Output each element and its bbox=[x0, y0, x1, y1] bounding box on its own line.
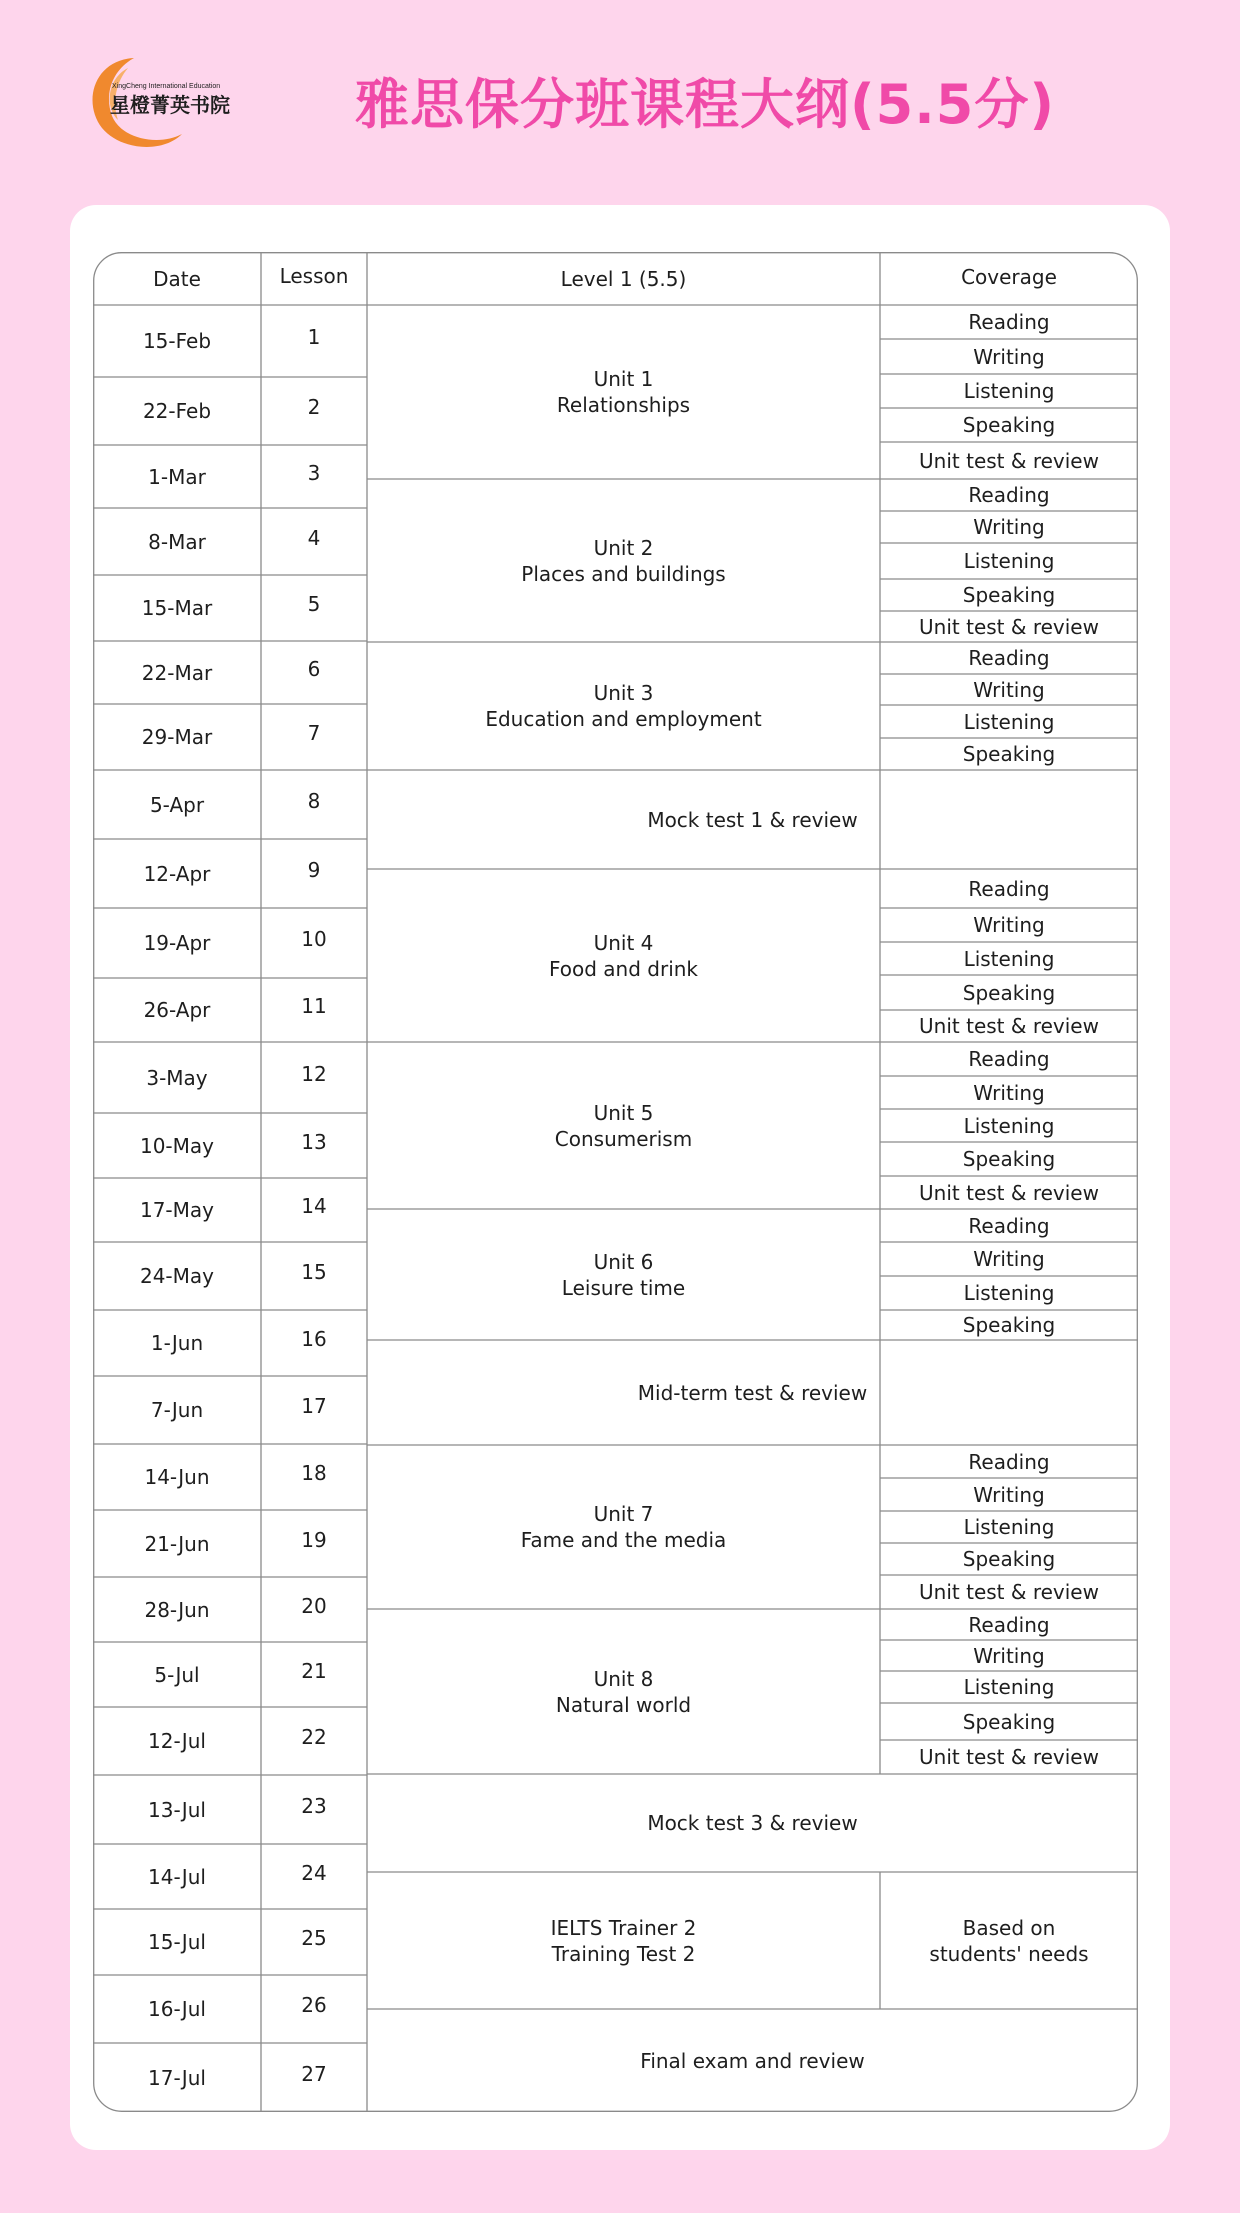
coverage-cell bbox=[880, 479, 1138, 511]
date-text: 19-Apr bbox=[143, 931, 211, 955]
lesson-number: 17 bbox=[301, 1394, 327, 1418]
coverage-skill: Reading bbox=[968, 483, 1050, 507]
date-cell bbox=[93, 305, 261, 377]
coverage-skill: Reading bbox=[968, 1449, 1050, 1474]
coverage-skill: Listening bbox=[963, 709, 1055, 734]
coverage-skill: Speaking bbox=[962, 1147, 1056, 1171]
coverage-skill: Listening bbox=[963, 1675, 1055, 1699]
coverage-skill: Speaking bbox=[962, 1313, 1056, 1337]
coverage-skill: Reading bbox=[968, 646, 1050, 670]
date-cell bbox=[93, 1310, 261, 1376]
coverage-cell bbox=[880, 543, 1138, 579]
lesson-number: 19 bbox=[301, 1527, 327, 1552]
coverage-skill: Writing bbox=[973, 1482, 1045, 1507]
full-row-block bbox=[367, 770, 1138, 869]
block-text: Mock test 3 & review bbox=[647, 1811, 858, 1835]
coverage-cell bbox=[880, 579, 1138, 611]
coverage-cell bbox=[880, 908, 1138, 942]
lesson-number: 22 bbox=[301, 1725, 327, 1749]
coverage-skill: Reading bbox=[968, 1213, 1050, 1238]
coverage-note-line1: Based on bbox=[962, 1915, 1056, 1940]
date-cell bbox=[93, 770, 261, 839]
lesson-cell bbox=[261, 441, 367, 504]
coverage-skill: Speaking bbox=[962, 742, 1056, 766]
lesson-cell bbox=[261, 835, 367, 904]
lesson-number: 27 bbox=[301, 2061, 327, 2086]
header-level bbox=[367, 252, 880, 305]
coverage-cell bbox=[880, 1640, 1138, 1671]
coverage-skill: Writing bbox=[973, 1643, 1045, 1668]
coverage-cell bbox=[880, 1478, 1138, 1511]
coverage-skill: Unit test & review bbox=[919, 1580, 1099, 1604]
date-text: 24-May bbox=[139, 1264, 214, 1288]
header-lesson-label: Lesson bbox=[279, 263, 349, 288]
coverage-cell bbox=[880, 1209, 1138, 1242]
date-cell bbox=[93, 978, 261, 1042]
coverage-skill: Speaking bbox=[962, 1709, 1056, 1734]
coverage-cell bbox=[880, 1276, 1138, 1310]
coverage-cell bbox=[880, 1609, 1138, 1640]
date-cell bbox=[93, 1113, 261, 1178]
lesson-cell bbox=[261, 1109, 367, 1174]
coverage-cell bbox=[880, 511, 1138, 543]
date-cell bbox=[93, 445, 261, 508]
unit-title: IELTS Trainer 2 bbox=[550, 1915, 697, 1940]
lesson-number: 26 bbox=[301, 1993, 327, 2017]
full-row-block bbox=[367, 1774, 1138, 1872]
coverage-cell bbox=[880, 1671, 1138, 1703]
coverage-skill: Listening bbox=[963, 549, 1055, 573]
unit-topic: Food and drink bbox=[548, 956, 699, 981]
date-cell bbox=[93, 704, 261, 770]
lesson-cell bbox=[261, 1372, 367, 1440]
lesson-number: 18 bbox=[301, 1461, 327, 1485]
coverage-skill: Unit test & review bbox=[919, 1745, 1099, 1769]
date-cell bbox=[93, 908, 261, 978]
lesson-cell bbox=[261, 1573, 367, 1638]
lesson-number: 16 bbox=[301, 1327, 327, 1351]
coverage-skill: Writing bbox=[973, 677, 1045, 702]
coverage-cell bbox=[880, 374, 1138, 408]
lesson-cell bbox=[261, 700, 367, 766]
lesson-number: 1 bbox=[307, 325, 321, 349]
lesson-cell bbox=[261, 301, 367, 373]
coverage-cell bbox=[880, 408, 1138, 442]
unit-title: Unit 5 bbox=[593, 1100, 654, 1125]
date-cell bbox=[93, 1707, 261, 1775]
lesson-cell bbox=[261, 1440, 367, 1506]
coverage-skill: Reading bbox=[968, 1612, 1050, 1637]
unit-title: Unit 6 bbox=[593, 1249, 654, 1274]
logo-chinese-text: 星橙菁英书院 bbox=[110, 93, 230, 117]
unit-title: Unit 4 bbox=[593, 930, 654, 955]
lesson-number: 11 bbox=[301, 994, 327, 1018]
coverage-cell bbox=[880, 1076, 1138, 1109]
coverage-cell bbox=[880, 1142, 1138, 1176]
date-cell bbox=[93, 1042, 261, 1113]
lesson-number: 2 bbox=[307, 395, 321, 419]
date-cell bbox=[93, 839, 261, 908]
unit-topic: Natural world bbox=[555, 1692, 692, 1717]
date-cell bbox=[93, 641, 261, 704]
lesson-number: 14 bbox=[301, 1194, 327, 1218]
coverage-note bbox=[880, 1872, 1138, 2009]
date-cell bbox=[93, 1242, 261, 1310]
coverage-skill: Speaking bbox=[962, 980, 1056, 1005]
date-cell bbox=[93, 1376, 261, 1444]
date-text: 16-Jul bbox=[148, 1997, 206, 2021]
lesson-cell bbox=[261, 1703, 367, 1771]
header-coverage-label: Coverage bbox=[961, 264, 1057, 289]
date-text: 15-Feb bbox=[142, 329, 212, 353]
date-text: 1-Jun bbox=[150, 1331, 204, 1355]
lesson-number: 12 bbox=[301, 1061, 327, 1086]
coverage-skill: Listening bbox=[963, 379, 1055, 403]
coverage-skill: Unit test & review bbox=[919, 448, 1099, 473]
date-cell bbox=[93, 1775, 261, 1844]
unit-topic: Training Test 2 bbox=[551, 1941, 696, 1966]
lesson-cell bbox=[261, 1638, 367, 1703]
full-row-block bbox=[367, 2009, 1138, 2112]
coverage-skill: Writing bbox=[973, 1247, 1045, 1271]
block-text: Final exam and review bbox=[640, 2048, 865, 2073]
coverage-cell bbox=[880, 1176, 1138, 1209]
lesson-number: 24 bbox=[301, 1860, 327, 1885]
coverage-cell bbox=[880, 1109, 1138, 1142]
lesson-cell bbox=[261, 766, 367, 835]
date-text: 3-May bbox=[146, 1065, 208, 1090]
date-text: 1-Mar bbox=[148, 464, 206, 489]
coverage-cell bbox=[880, 642, 1138, 674]
lesson-cell bbox=[261, 373, 367, 441]
date-cell bbox=[93, 2043, 261, 2112]
coverage-skill: Listening bbox=[963, 946, 1055, 971]
full-row-block bbox=[367, 1340, 1138, 1445]
date-cell bbox=[93, 1444, 261, 1510]
coverage-cell bbox=[880, 1010, 1138, 1042]
date-text: 17-Jul bbox=[148, 2065, 206, 2090]
coverage-cell bbox=[880, 339, 1138, 374]
coverage-skill: Speaking bbox=[962, 583, 1056, 607]
unit-cell bbox=[367, 1445, 880, 1609]
unit-title: Unit 1 bbox=[593, 367, 654, 391]
date-text: 15-Mar bbox=[141, 596, 213, 620]
coverage-cell bbox=[880, 1242, 1138, 1276]
unit-topic: Relationships bbox=[556, 393, 691, 417]
date-text: 13-Jul bbox=[148, 1797, 206, 1822]
header-lesson bbox=[261, 252, 367, 299]
date-text: 17-May bbox=[139, 1198, 214, 1222]
date-cell bbox=[93, 1642, 261, 1707]
coverage-cell bbox=[880, 975, 1138, 1010]
unit-cell bbox=[367, 869, 880, 1042]
coverage-skill: Reading bbox=[968, 1047, 1050, 1071]
lesson-cell bbox=[261, 1771, 367, 1840]
coverage-skill: Writing bbox=[973, 913, 1045, 937]
logo-english-text: XingCheng International Education bbox=[112, 83, 221, 90]
unit-cell bbox=[367, 642, 880, 770]
coverage-cell bbox=[880, 1740, 1138, 1774]
lesson-number: 10 bbox=[301, 927, 327, 951]
coverage-skill: Unit test & review bbox=[919, 1014, 1099, 1038]
lesson-number: 3 bbox=[307, 460, 321, 485]
unit-title: Unit 2 bbox=[593, 535, 654, 560]
coverage-cell bbox=[880, 942, 1138, 975]
coverage-cell bbox=[880, 674, 1138, 705]
header-level-label: Level 1 (5.5) bbox=[560, 266, 687, 291]
lesson-cell bbox=[261, 1306, 367, 1372]
lesson-number: 4 bbox=[307, 525, 321, 550]
lesson-number: 5 bbox=[307, 592, 321, 616]
header-coverage bbox=[880, 252, 1138, 301]
coverage-cell bbox=[880, 738, 1138, 770]
date-cell bbox=[93, 1577, 261, 1642]
lesson-cell bbox=[261, 904, 367, 974]
date-text: 5-Apr bbox=[149, 792, 205, 817]
coverage-skill: Writing bbox=[973, 515, 1045, 539]
date-cell bbox=[93, 1909, 261, 1975]
lesson-number: 6 bbox=[307, 656, 321, 681]
date-text: 28-Jun bbox=[144, 1597, 210, 1622]
date-text: 12-Jul bbox=[148, 1729, 206, 1753]
date-text: 22-Mar bbox=[141, 660, 213, 685]
unit-topic: Fame and the media bbox=[520, 1528, 727, 1552]
date-text: 7-Jun bbox=[150, 1398, 204, 1422]
coverage-skill: Reading bbox=[968, 876, 1050, 901]
unit-cell bbox=[367, 1042, 880, 1209]
date-text: 10-May bbox=[139, 1133, 214, 1158]
lesson-cell bbox=[261, 1506, 367, 1573]
date-cell bbox=[93, 575, 261, 641]
coverage-skill: Speaking bbox=[962, 413, 1056, 437]
unit-title: Unit 3 bbox=[593, 681, 654, 705]
lesson-cell bbox=[261, 637, 367, 700]
lesson-cell bbox=[261, 504, 367, 571]
date-text: 5-Jul bbox=[154, 1662, 200, 1687]
date-text: 21-Jun bbox=[144, 1531, 210, 1556]
lesson-cell bbox=[261, 1038, 367, 1109]
unit-cell bbox=[367, 1209, 880, 1340]
coverage-cell bbox=[880, 442, 1138, 479]
date-cell bbox=[93, 1510, 261, 1577]
unit-cell bbox=[367, 1872, 880, 2009]
lesson-cell bbox=[261, 571, 367, 637]
coverage-cell bbox=[880, 1543, 1138, 1575]
coverage-skill: Writing bbox=[973, 344, 1045, 369]
coverage-skill: Listening bbox=[963, 1281, 1055, 1305]
lesson-number: 7 bbox=[307, 721, 321, 745]
date-cell bbox=[93, 377, 261, 445]
lesson-number: 8 bbox=[307, 788, 321, 813]
page-title: 雅思保分班课程大纲(5.5分) bbox=[354, 73, 1056, 136]
lesson-cell bbox=[261, 1174, 367, 1238]
lesson-cell bbox=[261, 1238, 367, 1306]
date-text: 29-Mar bbox=[141, 725, 213, 749]
header-date-label: Date bbox=[153, 266, 201, 291]
coverage-skill: Unit test & review bbox=[919, 1180, 1099, 1205]
date-text: 15-Jul bbox=[148, 1930, 206, 1954]
unit-topic: Education and employment bbox=[485, 707, 762, 731]
unit-cell bbox=[367, 305, 880, 479]
coverage-cell bbox=[880, 305, 1138, 339]
coverage-note-line2: students' needs bbox=[929, 1941, 1089, 1966]
coverage-cell bbox=[880, 1575, 1138, 1609]
lesson-number: 25 bbox=[301, 1926, 327, 1950]
coverage-cell bbox=[880, 705, 1138, 738]
coverage-skill: Listening bbox=[963, 1113, 1055, 1138]
header-date bbox=[93, 252, 261, 305]
lesson-number: 9 bbox=[307, 857, 321, 882]
date-text: 12-Apr bbox=[143, 861, 211, 886]
coverage-skill: Speaking bbox=[962, 1547, 1056, 1571]
brand-logo bbox=[82, 50, 262, 160]
unit-topic: Consumerism bbox=[554, 1126, 693, 1151]
lesson-cell bbox=[261, 974, 367, 1038]
unit-topic: Places and buildings bbox=[521, 561, 726, 586]
unit-topic: Leisure time bbox=[561, 1275, 686, 1300]
lesson-number: 20 bbox=[301, 1593, 327, 1618]
date-text: 8-Mar bbox=[148, 529, 206, 554]
coverage-cell bbox=[880, 1310, 1138, 1340]
unit-title: Unit 7 bbox=[593, 1502, 654, 1526]
unit-cell bbox=[367, 479, 880, 642]
coverage-cell bbox=[880, 1042, 1138, 1076]
coverage-cell bbox=[880, 1703, 1138, 1740]
date-cell bbox=[93, 508, 261, 575]
block-text: Mid-term test & review bbox=[637, 1380, 868, 1405]
coverage-skill: Unit test & review bbox=[919, 614, 1099, 639]
lesson-number: 13 bbox=[301, 1129, 327, 1154]
coverage-cell bbox=[880, 869, 1138, 908]
unit-title: Unit 8 bbox=[593, 1666, 654, 1691]
unit-cell bbox=[367, 1609, 880, 1774]
coverage-cell bbox=[880, 611, 1138, 642]
coverage-skill: Writing bbox=[973, 1080, 1045, 1105]
date-text: 14-Jul bbox=[148, 1864, 206, 1889]
lesson-cell bbox=[261, 1971, 367, 2039]
lesson-cell bbox=[261, 1840, 367, 1905]
lesson-number: 21 bbox=[301, 1658, 327, 1683]
lesson-number: 15 bbox=[301, 1260, 327, 1284]
coverage-cell bbox=[880, 1445, 1138, 1478]
coverage-skill: Listening bbox=[963, 1515, 1055, 1539]
date-cell bbox=[93, 1178, 261, 1242]
coverage-skill: Reading bbox=[968, 310, 1050, 334]
syllabus-table bbox=[93, 252, 1138, 2112]
lesson-cell bbox=[261, 1905, 367, 1971]
date-cell bbox=[93, 1975, 261, 2043]
block-text: Mock test 1 & review bbox=[647, 807, 858, 832]
lesson-number: 23 bbox=[301, 1793, 327, 1818]
lesson-cell bbox=[261, 2039, 367, 2108]
coverage-cell bbox=[880, 1511, 1138, 1543]
date-cell bbox=[93, 1844, 261, 1909]
date-text: 22-Feb bbox=[142, 399, 212, 423]
date-text: 26-Apr bbox=[143, 998, 211, 1022]
date-text: 14-Jun bbox=[144, 1465, 210, 1489]
